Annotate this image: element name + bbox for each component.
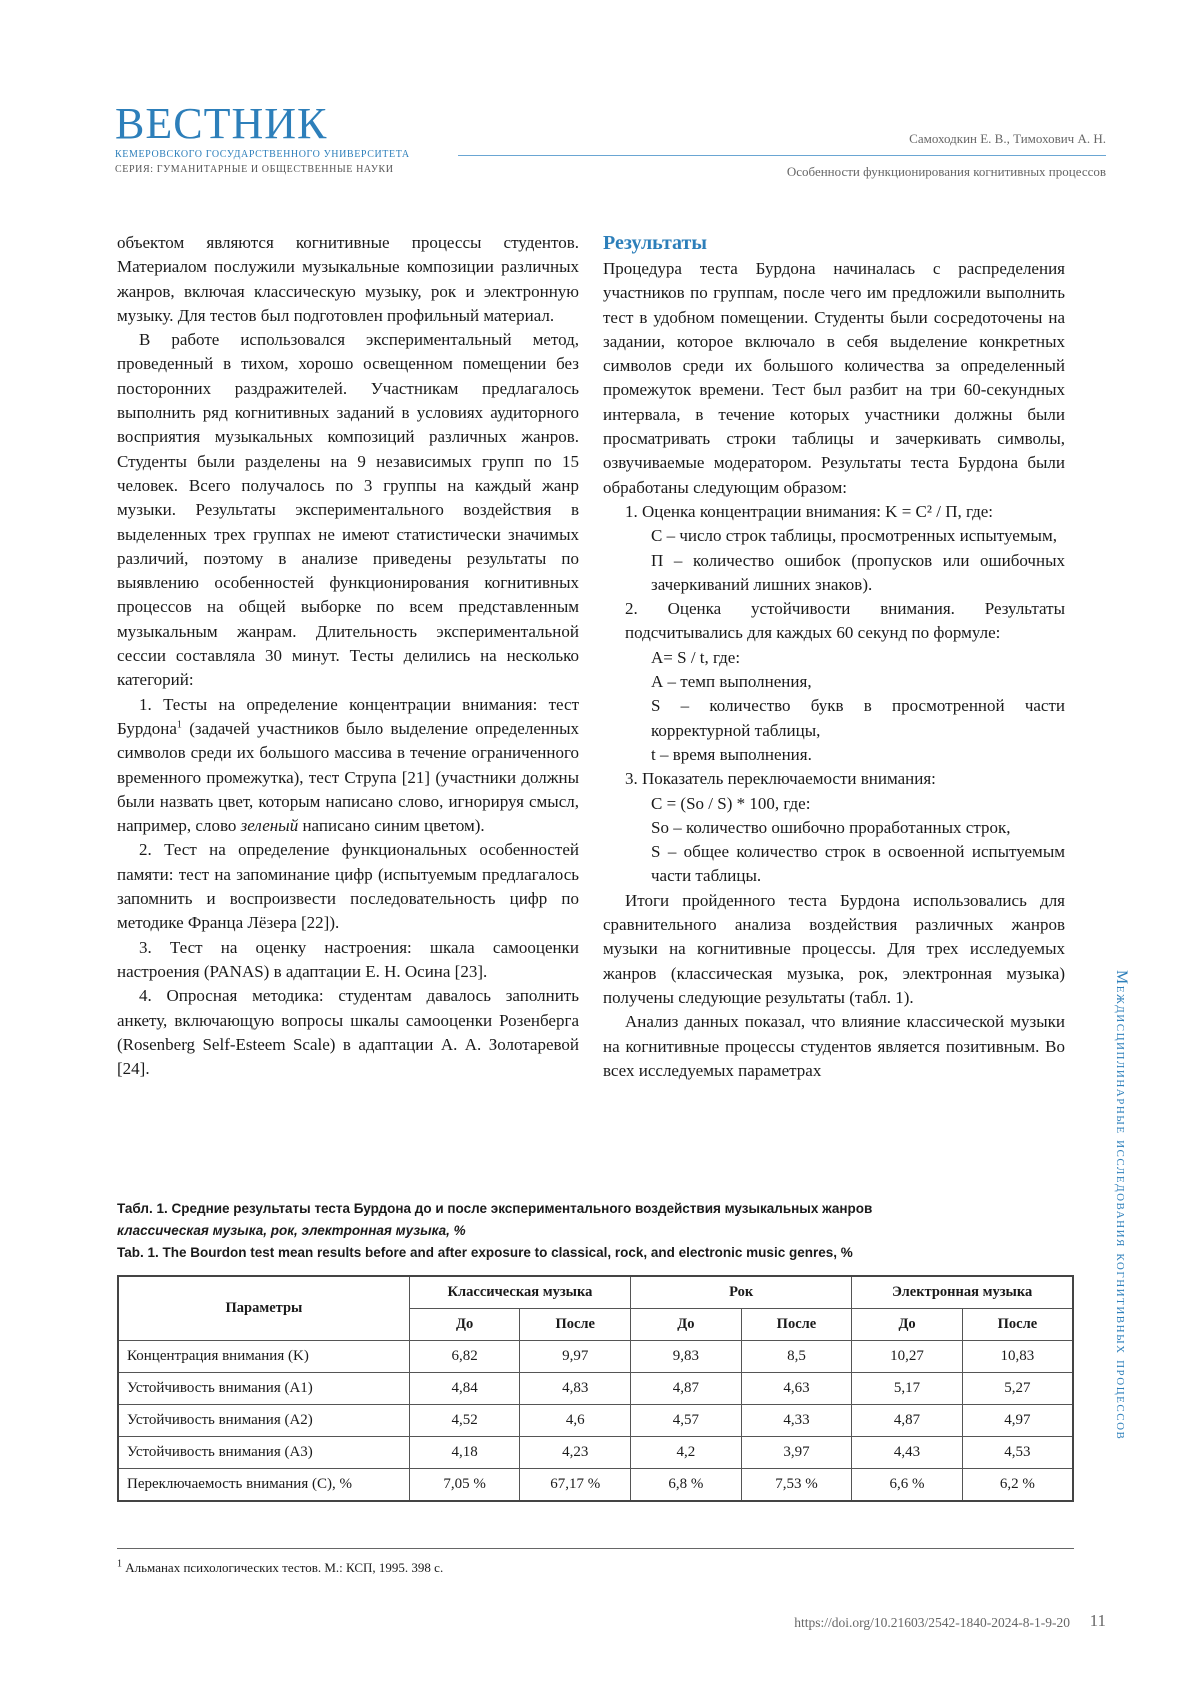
row-param: Переключаемость внимания (C), % <box>118 1469 409 1502</box>
formula-item-2: 2. Оценка устойчивости внимания. Результаты подсчитывались для каждых 60 секунд по формуле: <box>625 599 1065 643</box>
table-cell: 9,83 <box>631 1341 742 1373</box>
formula-def: S – количество букв в просмотренной части корректурной таблицы, <box>651 696 1065 740</box>
formula-def: So – количество ошибочно проработанных строк, <box>651 817 1011 837</box>
doi-link[interactable]: https://doi.org/10.21603/2542-1840-2024-8-1-9-20 <box>794 1615 1070 1630</box>
paragraph: Итоги пройденного теста Бурдона использовались для сравнительного анализа воздействия различных жанров музыки на когнитивные процессы. Для трех исследуемых жанров (классическая музыка, рок, электронная музыка) получены следующие результаты (табл. 1). <box>603 890 1065 1007</box>
table-cell: 4,97 <box>962 1405 1073 1437</box>
table-cell: 4,83 <box>520 1373 631 1405</box>
list-item-4: 4. Опросная методика: студентам давалось заполнить анкету, включающую вопросы шкалы самооценки Розенберга (Rosenberg Self-Esteem Scale) в адаптации А. А. Золотаревой [24]. <box>117 986 579 1079</box>
formula-def: S – общее количество строк в освоенной испытуемым части таблицы. <box>651 842 1065 886</box>
table-cell: 4,87 <box>631 1373 742 1405</box>
right-column <box>603 231 1065 1083</box>
formula-item-1: 1. Оценка концентрации внимания: K = C² / П, где: <box>625 501 994 521</box>
table-caption-en: Tab. 1. The Bourdon test mean results before and after exposure to classical, rock, and electronic music genres, % <box>117 1245 853 1260</box>
table-cell: 4,84 <box>409 1373 520 1405</box>
formula-def: C = (So / S) * 100, где: <box>651 793 811 813</box>
paragraph: Анализ данных показал, что влияние классической музыки на когнитивные процессы студентов является позитивным. Во всех исследуемых параметрах <box>603 1012 1065 1080</box>
table-row <box>118 1373 1073 1405</box>
formula-def: А – темп выполнения, <box>651 672 812 692</box>
formula-def: С – число строк таблицы, просмотренных испытуемым, <box>651 526 1057 546</box>
footnote <box>117 1560 443 1576</box>
column-header-genre: Классическая музыка <box>409 1276 630 1309</box>
column-header-after: После <box>520 1309 631 1341</box>
table-cell: 4,63 <box>741 1373 852 1405</box>
table-row <box>118 1405 1073 1437</box>
paragraph: В работе использовался экспериментальный метод, проведенный в тихом, хорошо освещенном помещении без посторонних раздражителей. Участникам предлагалось выполнить ряд когнитивных заданий в условиях аудиторного восприятия музыкальных композиций различных жанров. Студенты были разделены на 9 независимых групп по 15 человек. Всего получалось по 3 группы на каждый жанр музыки. Результаты экспериментального воздействия в выделенных трех группах не имеют статистически значимых различий, поэтому в анализе приведены результаты по выявлению особенностей функционирования когнитивных процессов на общей выборке по всем представленным музыкальным жанрам. Длительность экспериментальной сессии составляла 30 минут. Тесты делились на несколько категорий: <box>117 330 579 690</box>
table-caption-ru-genres: классическая музыка, рок, электронная музыка, % <box>117 1223 466 1238</box>
table-cell: 7,05 % <box>409 1469 520 1502</box>
journal-series: СЕРИЯ: ГУМАНИТАРНЫЕ И ОБЩЕСТВЕННЫЕ НАУКИ <box>115 164 394 175</box>
table-cell: 4,52 <box>409 1405 520 1437</box>
footnote-mark: 1 <box>117 1558 122 1570</box>
table-cell: 6,8 % <box>631 1469 742 1502</box>
table-cell: 9,97 <box>520 1341 631 1373</box>
column-header-genre: Электронная музыка <box>852 1276 1073 1309</box>
table-cell: 3,97 <box>741 1437 852 1469</box>
table-row <box>118 1341 1073 1373</box>
table-cell: 6,2 % <box>962 1469 1073 1502</box>
table-cell: 5,17 <box>852 1373 963 1405</box>
table-cell: 10,27 <box>852 1341 963 1373</box>
table-cell: 4,6 <box>520 1405 631 1437</box>
table-caption-ru: Табл. 1. Средние результаты теста Бурдона до и после экспериментального воздействия музыкальных жанров <box>117 1201 873 1216</box>
left-column <box>117 231 579 1081</box>
table-cell: 4,23 <box>520 1437 631 1469</box>
column-header-after: После <box>741 1309 852 1341</box>
table-cell: 4,33 <box>741 1405 852 1437</box>
table-cell: 4,43 <box>852 1437 963 1469</box>
page-number: 11 <box>1089 1611 1106 1630</box>
running-title: Особенности функционирования когнитивных процессов <box>786 164 1106 179</box>
list-item-1: 1. Тесты на определение концентрации внимания: тест Бурдона$^1$ (задачей участников было выделение определенных символов среди их большого массива в течение ограниченного временного промежутка), тест Струпа [21] (участники должны были назвать цвет, которым написано слово, игнорируя смысл, например, слово зеленый написано синим цветом). <box>117 694 579 836</box>
table-row <box>118 1437 1073 1469</box>
list-item-2: 2. Тест на определение функциональных особенностей памяти: тест на запоминание цифр (испытуемым предлагалось запомнить и воспроизвести последовательность цифр по методике Франца Лёзера [22]). <box>117 840 579 933</box>
table-cell: 4,2 <box>631 1437 742 1469</box>
section-heading: Результаты <box>603 232 707 254</box>
journal-masthead <box>115 99 455 176</box>
formula-def: t – время выполнения. <box>651 744 812 764</box>
journal-subtitle: КЕМЕРОВСКОГО ГОСУДАРСТВЕННОГО УНИВЕРСИТЕТА <box>115 149 410 160</box>
table-row <box>118 1469 1073 1502</box>
column-header-params: Параметры <box>118 1276 409 1341</box>
table-caption <box>117 1198 1077 1264</box>
column-header-before: До <box>409 1309 520 1341</box>
column-header-after: После <box>962 1309 1073 1341</box>
formula-def: П – количество ошибок (пропусков или ошибочных зачеркиваний лишних знаков). <box>651 550 1065 594</box>
table-cell: 7,53 % <box>741 1469 852 1502</box>
column-header-before: До <box>631 1309 742 1341</box>
results-table <box>117 1275 1074 1502</box>
table-header-row <box>118 1276 1073 1309</box>
journal-title: ВЕСТНИК <box>115 99 328 148</box>
row-param: Устойчивость внимания (A1) <box>118 1373 409 1405</box>
table-cell: 4,87 <box>852 1405 963 1437</box>
table-cell: 6,6 % <box>852 1469 963 1502</box>
table-cell: 4,57 <box>631 1405 742 1437</box>
row-param: Устойчивость внимания (A3) <box>118 1437 409 1469</box>
table-cell: 4,53 <box>962 1437 1073 1469</box>
table-cell: 6,82 <box>409 1341 520 1373</box>
footnote-ref: 1 <box>176 719 182 731</box>
table-cell: 10,83 <box>962 1341 1073 1373</box>
header-divider <box>458 155 1106 156</box>
formula-def: A= S / t, где: <box>651 647 741 667</box>
table-cell: 4,18 <box>409 1437 520 1469</box>
running-authors: Самоходкин Е. В., Тимохович А. Н. <box>909 131 1106 146</box>
table-cell: 5,27 <box>962 1373 1073 1405</box>
table-cell: 67,17 % <box>520 1469 631 1502</box>
row-param: Устойчивость внимания (A2) <box>118 1405 409 1437</box>
row-param: Концентрация внимания (K) <box>118 1341 409 1373</box>
column-header-genre: Рок <box>631 1276 852 1309</box>
list-item-3: 3. Тест на оценку настроения: шкала самооценки настроения (PANAS) в адаптации Е. Н. Осина [23]. <box>117 937 579 981</box>
table-cell: 8,5 <box>741 1341 852 1373</box>
paragraph: Процедура теста Бурдона начиналась с распределения участников по группам, после чего им предложили выполнить тест в удобном помещении. Студенты были сосредоточены на задании, которое включало в себя выделение конкретных символов среди их большого количества за определенный промежуток времени. Тест был разбит на три 60-секундных интервала, в течение которых участники должны были просматривать строки таблицы и зачеркивать символы, озвучиваемые модератором. Результаты теста Бурдона были обработаны следующим образом: <box>603 259 1065 497</box>
footnote-divider <box>117 1548 1074 1549</box>
column-header-before: До <box>852 1309 963 1341</box>
side-section-label: Междисциплинарные исследования когнитивных процессов <box>1113 970 1130 1441</box>
formula-item-3: 3. Показатель переключаемости внимания: <box>625 769 936 789</box>
paragraph: объектом являются когнитивные процессы студентов. Материалом послужили музыкальные композиции различных жанров, включая классическую музыку, рок и электронную музыку. Для тестов был подготовлен профильный материал. <box>117 233 579 325</box>
footnote-text: Альманах психологических тестов. М.: КСП, 1995. 398 с. <box>122 1560 444 1575</box>
